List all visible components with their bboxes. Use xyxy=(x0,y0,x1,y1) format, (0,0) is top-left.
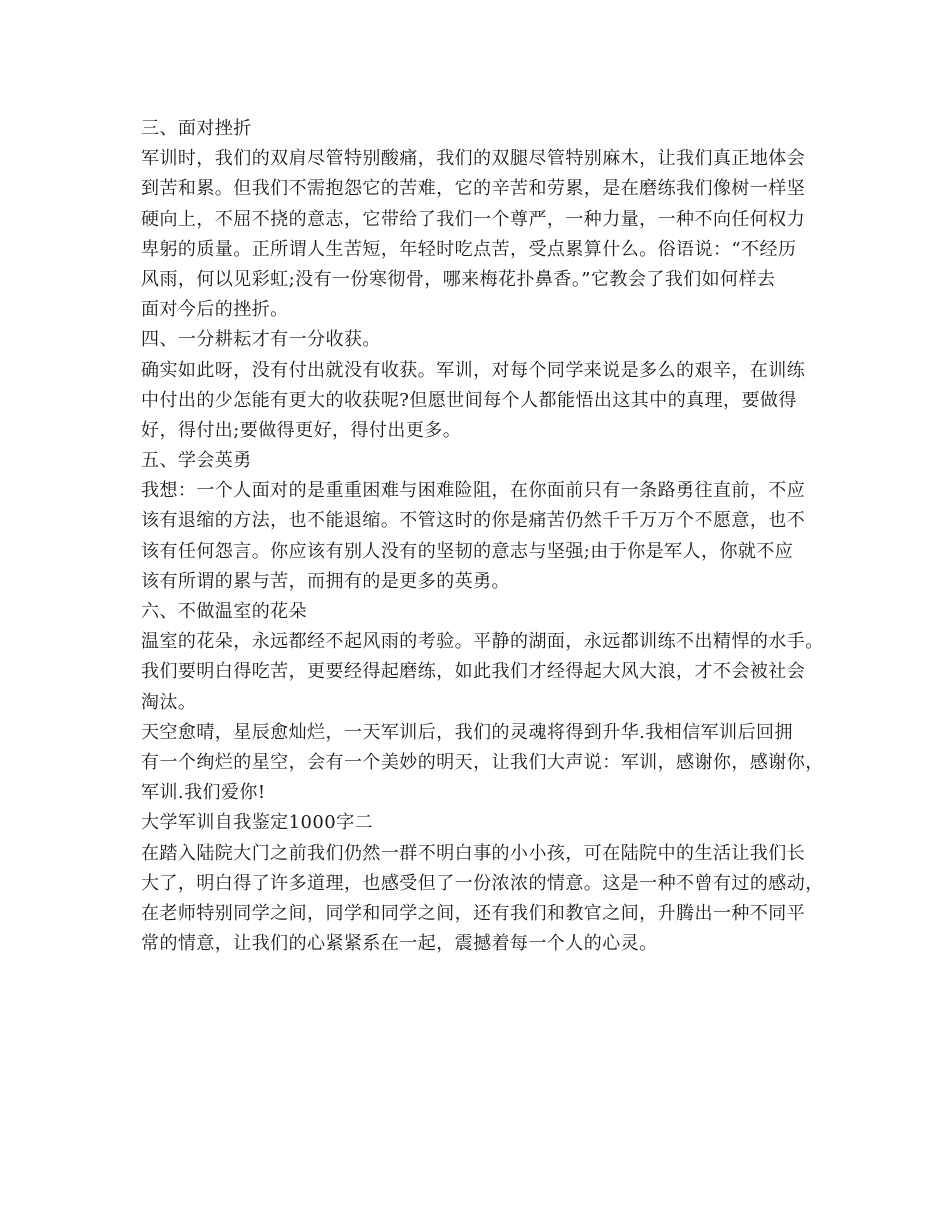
paragraph-line: 温室的花朵，永远都经不起风雨的考验。平静的湖面，永远都训练不出精悍的水手。 xyxy=(141,631,824,653)
paragraph-line: 天空愈晴，星辰愈灿烂，一天军训后，我们的灵魂将得到升华.我相信军训后回拥 xyxy=(141,721,793,743)
section-heading: 大学军训自我鉴定1000字二 xyxy=(141,812,374,834)
section-heading: 五、学会英勇 xyxy=(141,450,252,472)
paragraph-line: 军训时，我们的双肩尽管特别酸痛，我们的双腿尽管特别麻木，让我们真正地体会 xyxy=(141,148,806,170)
paragraph-line: 在踏入陆院大门之前我们仍然一群不明白事的小小孩，可在陆院中的生活让我们长 xyxy=(141,842,806,864)
paragraph-line: 硬向上，不屈不挠的意志，它带给了我们一个尊严，一种力量，一种不向任何权力 xyxy=(141,208,806,230)
paragraph-line: 风雨，何以见彩虹;没有一份寒彻骨，哪来梅花扑鼻香。”它教会了我们如何样去 xyxy=(141,268,776,290)
paragraph-line: 好，得付出;要做得更好，得付出更多。 xyxy=(141,419,462,441)
paragraph-line: 到苦和累。但我们不需抱怨它的苦难，它的辛苦和劳累，是在磨练我们像树一样坚 xyxy=(141,178,806,200)
paragraph-line: 确实如此呀，没有付出就没有收获。军训，对每个同学来说是多么的艰辛，在训练 xyxy=(141,359,806,381)
paragraph-line: 该有任何怨言。你应该有别人没有的坚韧的意志与坚强;由于你是军人，你就不应 xyxy=(141,540,794,562)
paragraph-line: 面对今后的挫折。 xyxy=(141,299,289,321)
paragraph-line: 常的情意，让我们的心紧紧系在一起，震撼着每一个人的心灵。 xyxy=(141,933,658,955)
paragraph-line: 该有退缩的方法，也不能退缩。不管这时的你是痛苦仍然千千万万个不愿意，也不 xyxy=(141,510,806,532)
paragraph-line: 该有所谓的累与苦，而拥有的是更多的英勇。 xyxy=(141,570,510,592)
document-body xyxy=(141,114,824,959)
section-heading: 三、面对挫折 xyxy=(141,118,252,139)
paragraph-line: 卑躬的质量。正所谓人生苦短，年轻时吃点苦，受点累算什么。俗语说：“不经历 xyxy=(141,238,797,260)
paragraph-line: 有一个绚烂的星空，会有一个美妙的明天，让我们大声说：军训，感谢你，感谢你， xyxy=(141,751,824,773)
paragraph-line: 大了，明白得了许多道理，也感受但了一份浓浓的情意。这是一种不曾有过的感动， xyxy=(141,872,824,894)
paragraph-line: 我想：一个人面对的是重重困难与困难险阻，在你面前只有一条路勇往直前，不应 xyxy=(141,480,806,502)
paragraph-line: 军训.我们爱你! xyxy=(141,782,266,804)
section-heading: 六、不做温室的花朵 xyxy=(141,601,308,622)
paragraph-line: 中付出的少怎能有更大的收获呢?但愿世间每个人都能悟出这其中的真理，要做得 xyxy=(141,389,797,411)
paragraph-line: 在老师特别同学之间，同学和同学之间，还有我们和教官之间，升腾出一种不同平 xyxy=(141,902,806,924)
section-heading: 四、一分耕耘才有一分收获。 xyxy=(141,329,381,351)
paragraph-line: 我们要明白得吃苦，更要经得起磨练，如此我们才经得起大风大浪，才不会被社会 xyxy=(141,661,806,683)
paragraph-line: 淘汰。 xyxy=(141,691,197,713)
